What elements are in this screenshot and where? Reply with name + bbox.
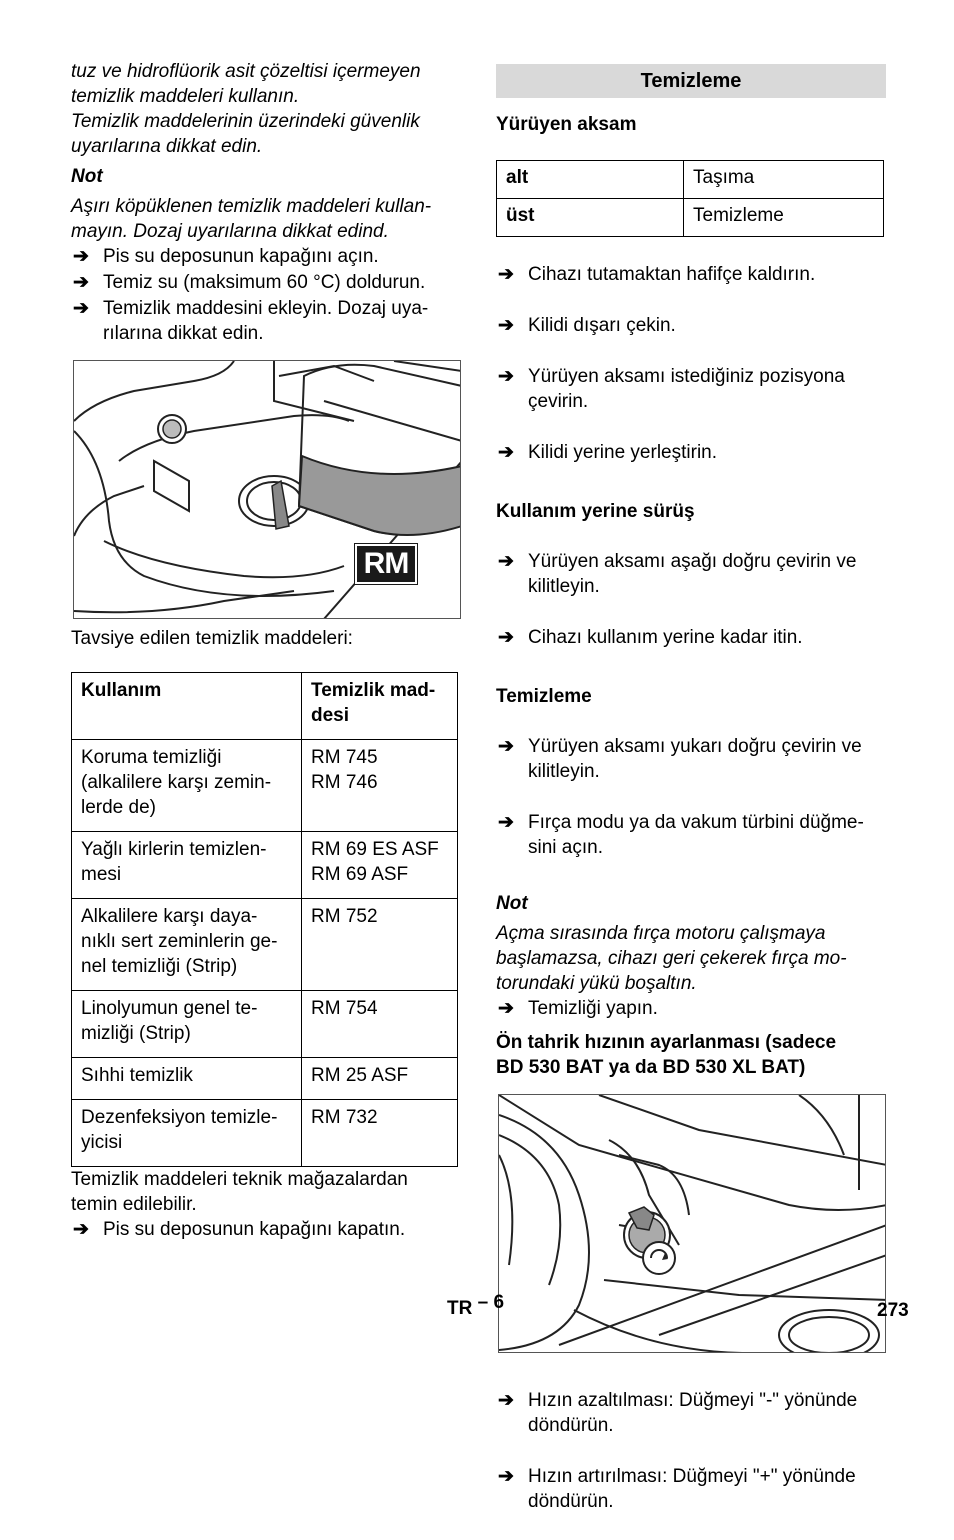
list-item	[71, 296, 461, 346]
table-cell: Taşıma	[684, 161, 884, 199]
table-row	[72, 832, 458, 899]
table-cell: RM 25 ASF	[302, 1058, 458, 1100]
table-row	[72, 899, 458, 991]
section-page: – 6	[477, 1292, 505, 1313]
intro-line: tuz ve hidroflüorik asit çözeltisi içermeyen	[71, 61, 421, 82]
table-row	[497, 161, 884, 199]
list-item	[496, 440, 886, 465]
speed-knob-drawing	[499, 1095, 886, 1353]
table-cell: Linolyumun genel te- mizliği (Strip)	[72, 991, 302, 1058]
table-row	[72, 1058, 458, 1100]
table-cell: Dezenfeksiyon temizle- yicisi	[72, 1100, 302, 1167]
step-text: Pis su deposunun kapağını açın.	[103, 246, 379, 267]
note-label: Not	[496, 893, 528, 914]
step-text: Fırça modu ya da vakum türbini düğme- sini açın.	[528, 812, 864, 858]
arrow-right-icon: ➔	[498, 1466, 514, 1487]
step-text: Hızın azaltılması: Düğmeyi "-" yönünde döndürün.	[528, 1390, 858, 1436]
table-header-row	[72, 673, 458, 740]
arrow-right-icon: ➔	[498, 264, 514, 285]
table-header-detergent: Temizlik mad- desi	[302, 673, 458, 740]
note-text	[71, 194, 461, 244]
list-item	[71, 1217, 461, 1242]
arrow-right-icon: ➔	[498, 998, 514, 1019]
note-line: Aşırı köpüklenen temizlik maddeleri kullan-	[71, 196, 432, 217]
table-row	[72, 991, 458, 1058]
close-steps-list	[71, 1217, 461, 1242]
table-cell: RM 752	[302, 899, 458, 991]
cleaning-steps-list	[496, 709, 886, 886]
detergent-table	[71, 672, 458, 1167]
step-text: Temiz su (maksimum 60 °C) doldurun.	[103, 272, 426, 293]
table-cell: Alkalilere karşı daya- nıklı sert zeminlerin ge- nel temizliği (Strip)	[72, 899, 302, 991]
table-cell: RM 754	[302, 991, 458, 1058]
arrow-right-icon: ➔	[73, 298, 89, 319]
table-row	[72, 1100, 458, 1167]
arrow-right-icon: ➔	[498, 442, 514, 463]
note-line: mayın. Dozaj uyarılarına dikkat edind.	[71, 221, 389, 242]
language-code: TR	[447, 1298, 473, 1319]
arrow-right-icon: ➔	[498, 1390, 514, 1411]
step-text: Cihazı kullanım yerine kadar itin.	[528, 627, 803, 648]
list-item	[496, 262, 886, 287]
table-header-usage: Kullanım	[72, 673, 302, 740]
note-steps-list	[496, 996, 886, 1021]
table-row	[497, 199, 884, 237]
speed-knob-illustration	[498, 1094, 886, 1353]
arrow-right-icon: ➔	[498, 627, 514, 648]
speed-steps-list	[496, 1363, 886, 1540]
rm-badge: RM	[355, 544, 417, 584]
list-item	[496, 625, 886, 650]
arrow-right-icon: ➔	[73, 1219, 89, 1240]
list-item	[496, 996, 886, 1021]
table-row	[72, 740, 458, 832]
note-text: Açma sırasında fırça motoru çalışmaya başlamazsa, cihazı geri çekerek fırça mo- torundaki yükü boşaltın.	[496, 923, 847, 994]
chassis-position-table	[496, 160, 884, 237]
right-column	[496, 64, 886, 1540]
intro-line: Temizlik maddelerinin üzerindeki güvenlik	[71, 111, 420, 132]
detergent-fill-illustration	[73, 360, 461, 619]
subsection-title: Kullanım yerine sürüş	[496, 501, 695, 522]
intro-line: uyarılarına dikkat edin.	[71, 136, 263, 157]
page-number: 273	[877, 1300, 909, 1321]
list-item	[496, 810, 886, 860]
arrow-right-icon: ➔	[73, 272, 89, 293]
chassis-steps-list	[496, 237, 886, 491]
intro-italic	[71, 59, 461, 159]
step-text: Yürüyen aksamı istediğiniz pozisyona çevirin.	[528, 366, 845, 412]
list-item	[71, 244, 461, 269]
table-cell: Temizleme	[684, 199, 884, 237]
arrow-right-icon: ➔	[73, 246, 89, 267]
table-cell: Koruma temizliği (alkalilere karşı zemin- lerde de)	[72, 740, 302, 832]
subsection-title: Temizleme	[496, 686, 592, 707]
step-text: Pis su deposunun kapağını kapatın.	[103, 1219, 406, 1240]
list-item	[496, 364, 886, 414]
table-cell: RM 69 ES ASF RM 69 ASF	[302, 832, 458, 899]
availability-text: Temizlik maddeleri teknik mağazalardan temin edilebilir.	[71, 1169, 408, 1215]
table-cell: Sıhhi temizlik	[72, 1058, 302, 1100]
arrow-right-icon: ➔	[498, 366, 514, 387]
arrow-right-icon: ➔	[498, 812, 514, 833]
table-cell: üst	[497, 199, 684, 237]
step-text: Temizliği yapın.	[528, 998, 658, 1019]
step-text: Yürüyen aksamı aşağı doğru çevirin ve kilitleyin.	[528, 551, 857, 597]
intro-line: temizlik maddeleri kullanın.	[71, 86, 300, 107]
step-text: Cihazı tutamaktan hafifçe kaldırın.	[528, 264, 816, 285]
arrow-right-icon: ➔	[498, 315, 514, 336]
recommended-label: Tavsiye edilen temizlik maddeleri:	[71, 628, 353, 649]
list-item	[71, 270, 461, 295]
subsection-title: Ön tahrik hızının ayarlanması (sadece BD 530 BAT ya da BD 530 XL BAT)	[496, 1032, 837, 1078]
list-item	[496, 313, 886, 338]
left-column	[71, 59, 461, 1243]
table-cell: Yağlı kirlerin temizlen- mesi	[72, 832, 302, 899]
list-item	[496, 734, 886, 784]
step-text: Kilidi dışarı çekin.	[528, 315, 676, 336]
note-label: Not	[71, 166, 103, 187]
arrow-right-icon: ➔	[498, 551, 514, 572]
drive-steps-list	[496, 524, 886, 676]
fill-steps-list	[71, 244, 461, 346]
step-text: Hızın artırılması: Düğmeyi "+" yönünde döndürün.	[528, 1466, 856, 1512]
step-text: Yürüyen aksamı yukarı doğru çevirin ve kilitleyin.	[528, 736, 862, 782]
step-text: Kilidi yerine yerleştirin.	[528, 442, 718, 463]
table-cell: RM 745 RM 746	[302, 740, 458, 832]
step-text: Temizlik maddesini ekleyin. Dozaj uya- rılarına dikkat edin.	[103, 298, 429, 344]
table-cell: alt	[497, 161, 684, 199]
table-cell: RM 732	[302, 1100, 458, 1167]
section-header: Temizleme	[496, 64, 886, 98]
list-item	[496, 1388, 886, 1438]
list-item	[496, 1464, 886, 1514]
footer-language	[447, 1292, 505, 1321]
arrow-right-icon: ➔	[498, 736, 514, 757]
subsection-title: Yürüyen aksam	[496, 114, 637, 135]
list-item	[496, 549, 886, 599]
